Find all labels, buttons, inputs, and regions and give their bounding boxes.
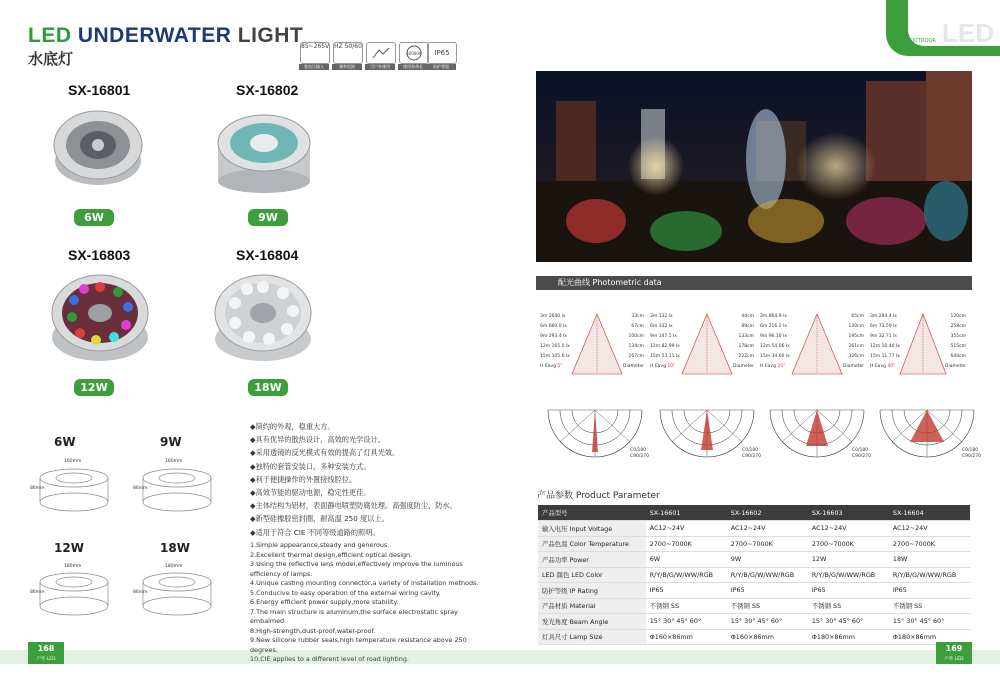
outdoor-badge-icon — [366, 42, 396, 64]
dimension-power-label: 6W — [54, 435, 76, 449]
badge-label: 频率范围 — [332, 64, 362, 70]
page-title — [28, 24, 303, 48]
features-cn: ◆简约的外观，稳重大方。 ◆具有优异的散热设计，高效的光学设计。 ◆采用透镜的反光模式有效的提高了灯具光效。 ◆独特的套管安装口，多种安装方式。 ◆利于便捷操作的外置接线腔位。 ◆高效节能的驱动电源，稳定性更佳。 ◆主体结构为铝材，表面静电喷塑防腐处理。高强度防尘，防水。 ◆新型硅橡胶密封圈，耐高温 250 度以上。 ◆适用于符合 CIE 不同等级道路的照明。 — [250, 422, 457, 537]
model-label: SX-16804 — [236, 247, 299, 263]
badge-label: 宽电压输入 — [299, 64, 329, 70]
polar-legend: C0/180 C90/270 — [630, 448, 649, 459]
dimension-power-label: 18W — [160, 541, 190, 555]
table-row: 发光角度 Beam Angle 15° 30° 45° 60° 15° 30° 45° 60° 15° 30° 45° 60° 15° 30° 45° 60° — [538, 614, 970, 630]
beam-chart: 3m 864.9 lx 65cm 6m 216.2 lx 130cm 9m 96.10 lx 195cm 12m 54.06 lx 261cm 15m 34.60 lx 326cm H Eavg 25° Diameter — [760, 312, 864, 388]
outdoor-label: OUTDOOR — [910, 38, 936, 44]
beam-chart: 3m 2640 lx 33cm 6m 660.0 lx 67cm 9m 293.4 lx 100cm 12m 165.0 lx 134cm 15m 105.6 lx 167cm H Eavg 5° Diameter — [540, 312, 644, 388]
polar-legend: C0/180 C90/270 — [742, 448, 761, 459]
page-section-label: 户外 LED — [36, 657, 56, 662]
dimension-drawing — [141, 466, 213, 516]
page-number-box — [28, 642, 64, 664]
dimension-drawing — [38, 466, 110, 516]
dimension-drawing — [38, 570, 110, 620]
page-number: 169 — [945, 644, 963, 653]
model-label: SX-16801 — [68, 82, 131, 98]
table-row: 防护等级 IP Rating IP65 IP65 IP65 IP65 — [538, 583, 970, 599]
dimension-height: 86mm — [133, 486, 148, 491]
param-table-title: 产品参数 Product Parameter — [537, 491, 660, 501]
footer-bar-left — [0, 650, 500, 664]
ip-badge-icon: IP65 — [427, 42, 457, 64]
fountain-photo — [536, 71, 972, 262]
dimension-height: 86mm — [30, 486, 45, 491]
footer-bar-right — [500, 650, 1000, 664]
table-row: 输入电压 Input Voltage AC12~24V AC12~24V AC12~24V AC12~24V — [538, 521, 970, 537]
beam-chart: 3m 132 lx 44cm 6m 332 lx 89cm 9m 147.5 lx 133cm 12m 82.99 lx 178cm 15m 53.11 lx 222cm H Eavg 10° Diameter — [650, 312, 754, 388]
dimension-width: 160mm — [165, 459, 183, 464]
lamp-image-6w — [50, 103, 146, 195]
table-row: 产品色温 Color Temperature 2700~7000K 2700~7000K 2700~7000K 2700~7000K — [538, 536, 970, 552]
badge-label: 防护等级 — [426, 64, 456, 70]
table-row: 产品材质 Material 不锈钢 SS 不锈钢 SS 不锈钢 SS 不锈钢 SS — [538, 598, 970, 614]
polar-legend: C0/180 C90/270 — [852, 448, 871, 459]
dimension-height: 86mm — [30, 590, 45, 595]
lamp-image-18w — [211, 267, 315, 369]
title-led: LED — [28, 24, 78, 47]
power-badge: 18W — [248, 379, 288, 396]
model-label: SX-16802 — [236, 82, 299, 98]
corner-tab — [886, 0, 1000, 56]
polar-legend: C0/180 C90/270 — [962, 448, 981, 459]
dimension-power-label: 12W — [54, 541, 84, 555]
dimension-drawing — [141, 570, 213, 620]
title-light: LIGHT — [237, 24, 304, 47]
led-label: LED — [942, 18, 994, 48]
badge-label: 使用寿命长 — [398, 64, 428, 70]
table-row: 产品功率 Power 6W 9W 12W 18W — [538, 552, 970, 568]
lifespan-badge-icon — [399, 42, 429, 64]
lifespan-text: 50000H — [406, 51, 422, 56]
frequency-badge-icon: HZ 50/60 — [333, 42, 363, 64]
param-table — [538, 505, 970, 645]
dimension-height: 86mm — [133, 590, 148, 595]
power-badge: 9W — [248, 209, 288, 226]
title-underwater: UNDERWATER — [77, 24, 238, 47]
page-number: 168 — [37, 644, 55, 653]
dimension-width: 180mm — [64, 564, 82, 569]
badge-label: 可户外使用 — [365, 64, 395, 70]
features-en: 1.Simple appearance,steady and generous. 2.Excellent thermal design,efficient optical design. 3.Using the reflective lens model,effectively improve the luminous efficiency of lamps. 4.Unique casting mounting connector,a variety of installation methods. 5.Conducive to easy operation of the external wiring cavity. 6.Energy efficient power supply,more stability. 7.The main structure is aluminum,the surface electrostatic spray embalmed. 8.High-strength,dust-proof,water-proof. 9.New silicone rubber seals,high temperature resistance above 250 degrees. 10.CIE applies to a different level of road lighting. — [250, 541, 479, 663]
page-section-label: 户外 LED — [944, 657, 964, 662]
lamp-image-9w — [214, 105, 314, 199]
dimension-power-label: 9W — [160, 435, 182, 449]
dimension-width: 180mm — [165, 564, 183, 569]
dimension-width: 160mm — [64, 459, 82, 464]
lamp-image-12w — [48, 267, 152, 369]
beam-chart: 3m 294.4 lx 120cm 6m 73.59 lx 258cm 9m 32.71 lx 355cm 12m 10.40 lx 515cm 15m 11.77 lx 644cm H Eavg 40° Diameter — [870, 312, 966, 388]
power-badge: 6W — [74, 209, 114, 226]
page-number-box — [936, 642, 972, 664]
table-header-row: 产品型号 SX-16601 SX-16602 SX-16603 SX-16604 — [538, 505, 970, 521]
page-subtitle: 水底灯 — [28, 50, 74, 68]
model-label: SX-16803 — [68, 247, 131, 263]
table-row: 灯具尺寸 Lamp Size Φ160×86mm Φ160×86mm Φ180×86mm Φ180×86mm — [538, 629, 970, 645]
voltage-badge-icon: 85~265V — [300, 42, 330, 64]
photometric-header: 配光曲线 Photometric data — [536, 276, 972, 290]
power-badge: 12W — [74, 379, 114, 396]
table-row: LED 颜色 LED Color R/Y/B/G/W/WW/RGB R/Y/B/G/W/WW/RGB R/Y/B/G/W/WW/RGB R/Y/B/G/W/WW/RGB — [538, 567, 970, 583]
